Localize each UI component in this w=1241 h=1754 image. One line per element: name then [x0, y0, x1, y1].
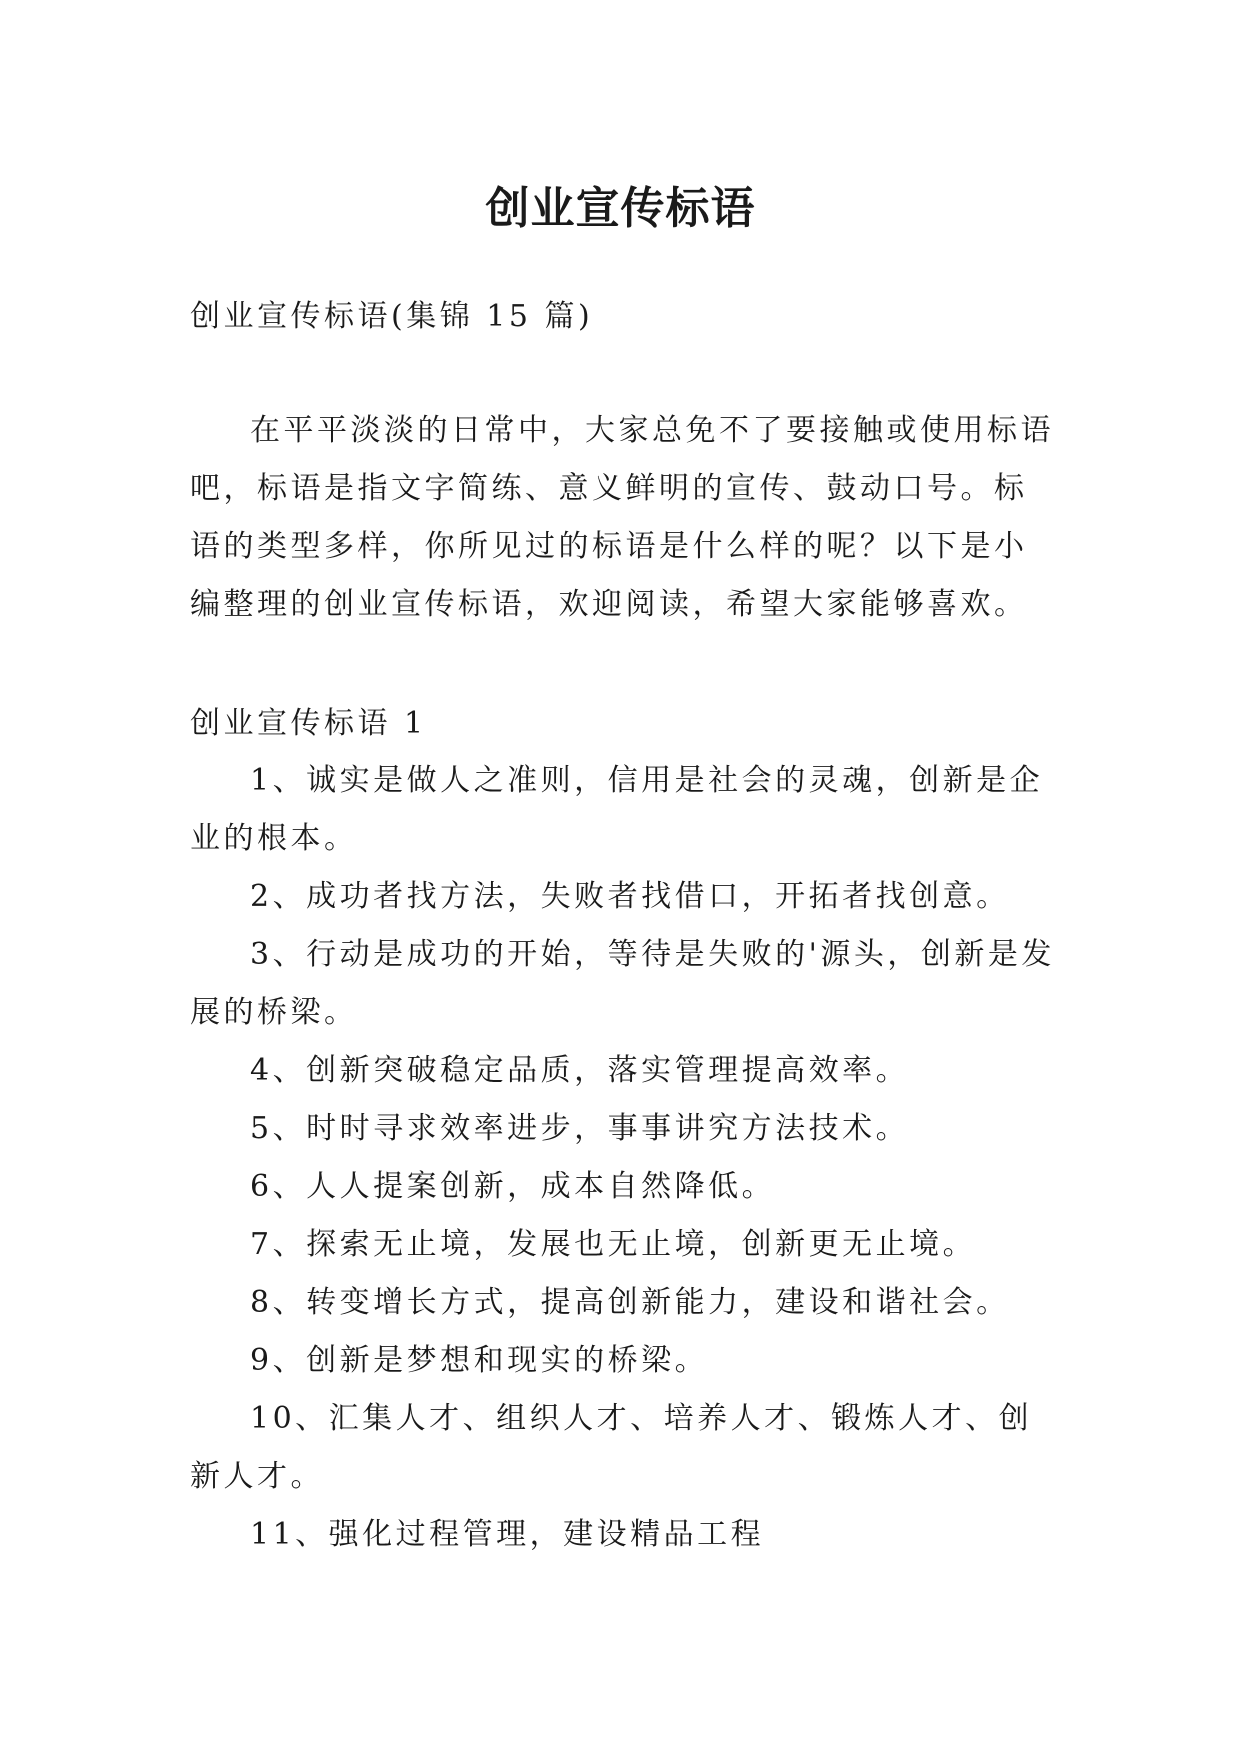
intro-paragraph: 在平平淡淡的日常中，大家总免不了要接触或使用标语吧，标语是指文字简练、意义鲜明的宣传、鼓动口号。标语的类型多样，你所见过的标语是什么样的呢？以下是小编整理的创业宣传标语，欢迎阅读，希望大家能够喜欢。	[190, 413, 1054, 622]
slogan-list	[190, 752, 1055, 1564]
document-title: 创业宣传标语	[485, 183, 756, 235]
slogan-item: 9、创新是梦想和现实的桥梁。	[250, 1343, 709, 1378]
slogan-item: 3、行动是成功的开始，等待是失败的'源头，创新是发展的桥梁。	[190, 937, 1055, 1030]
document-subtitle: 创业宣传标语(集锦 15 篇)	[190, 299, 594, 334]
slogan-item: 5、时时寻求效率进步，事事讲究方法技术。	[250, 1111, 910, 1146]
slogan-item: 7、探索无止境，发展也无止境，创新更无止境。	[250, 1227, 977, 1262]
slogan-item: 10、汇集人才、组织人才、培养人才、锻炼人才、创新人才。	[190, 1401, 1033, 1494]
slogan-item: 11、强化过程管理，建设精品工程	[250, 1517, 765, 1552]
slogan-item: 8、转变增长方式，提高创新能力，建设和谐社会。	[250, 1285, 1010, 1320]
slogan-item: 6、人人提案创新，成本自然降低。	[250, 1169, 776, 1204]
slogan-item: 1、诚实是做人之准则，信用是社会的灵魂，创新是企业的根本。	[190, 763, 1044, 856]
slogan-item: 2、成功者找方法，失败者找借口，开拓者找创意。	[250, 879, 1010, 914]
section-heading: 创业宣传标语 1	[190, 706, 427, 741]
slogan-item: 4、创新突破稳定品质，落实管理提高效率。	[250, 1053, 910, 1088]
